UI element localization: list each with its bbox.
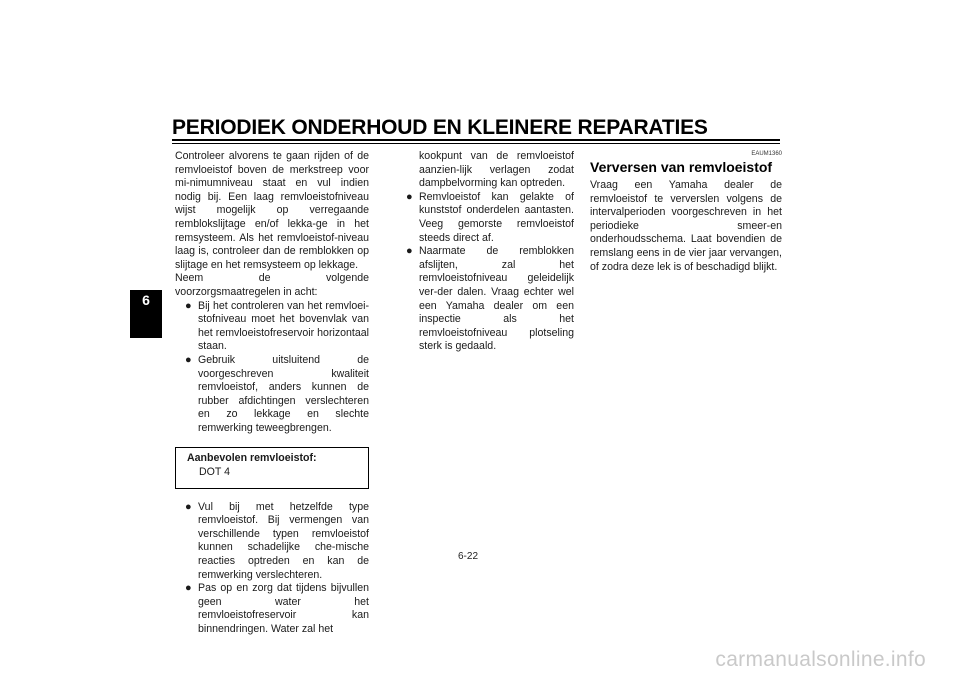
bullet-text: Bij het controleren van het remvloei-stofniveau moet het bovenvlak van het remvloeistofreservoir horizontaal staan. [198,299,369,353]
bullet-item [406,245,574,354]
chapter-tab: 6 [130,290,162,338]
section-title: Verversen van remvloeistof [590,159,773,175]
bullet-text: Pas op en zorg dat tijdens bijvullen geen water het remvloeistofreservoir kan binnendringen. Water zal het [198,582,369,635]
bullet-text: Gebruik uitsluitend de voorgeschreven kwaliteit remvloeistof, anders kunnen de rubber afdichtingen verslechteren en zo lekkage en slechte remwerking teweegbrengen. [198,353,369,434]
page-number: 6-22 [458,551,479,562]
bullet-icon: ● [406,190,413,203]
watermark: carmanualsonline.info [715,648,926,671]
header-rule-thin [172,143,780,144]
section-code: EAUM1360 [751,151,782,157]
bullet-item [185,354,369,436]
column-middle [406,150,574,354]
bullet-text: Remvloeistof kan gelakte of kunststof onderdelen aantasten. Veeg gemorste remvloeistof steeds direct af. [419,190,574,244]
bullet-icon: ● [185,582,192,595]
spec-title: Aanbevolen remvloeistof: [187,452,317,465]
bullet-text: Naarmate de remblokken afslijten, zal het remvloeistofniveau geleidelijk ver-der dalen. Vraag echter wel een Yamaha dealer om een inspectie als het remvloeistofniveau plotseling sterk is gedaald. [419,245,574,353]
bullet-icon: ● [185,299,192,312]
intro-paragraph: Controleer alvorens te gaan rijden of de remvloeistof boven de merkstreep voor mi-nimumniveau staat en vul indien nodig bij. Een laag remvloeistofniveau wijst mogelijk op verregaande remblokslijtage en/of lekka-ge in het remsysteem. Als het remvloeistof-niveau laag is, controleer dan de remblokken op slijtage en het remsysteem op lekkage. [175,150,369,271]
column-left [175,150,369,637]
section-body: Vraag een Yamaha dealer de remvloeistof te ververslen volgens de intervalperioden voorgeschreven in het periodieke smeer-en onderhoudsschema. Laat bovendien de remslang eens in de vier jaar vervangen, of zodra deze lek is of beschadigd blijkt. [590,179,782,273]
bullet-text: Vul bij met hetzelfde type remvloeistof. Bij vermengen van verschillende typen remvloeistof kunnen schadelijke che-mische reacties optreden en kan de remwerking verslechteren. [198,500,369,581]
column-right [590,150,782,274]
page-header-title: PERIODIEK ONDERHOUD EN KLEINERE REPARATIES [172,116,708,139]
bullet-item [406,191,574,245]
spec-value: DOT 4 [199,466,231,479]
bullet-item [185,501,369,583]
bullet-icon: ● [185,500,192,513]
bullet-item [185,582,369,636]
bullet-icon: ● [406,245,413,258]
spec-box [175,447,369,488]
bullet-text: kookpunt van de remvloeistof aanzien-lijk verlagen zodat dampbelvorming kan optreden. [419,150,574,190]
bullet-continuation [406,150,574,191]
precautions-intro: Neem de volgende voorzorgsmaatregelen in acht: [175,272,369,298]
bullet-icon: ● [185,353,192,366]
header-rule-thick [172,139,780,141]
bullet-item [185,300,369,354]
